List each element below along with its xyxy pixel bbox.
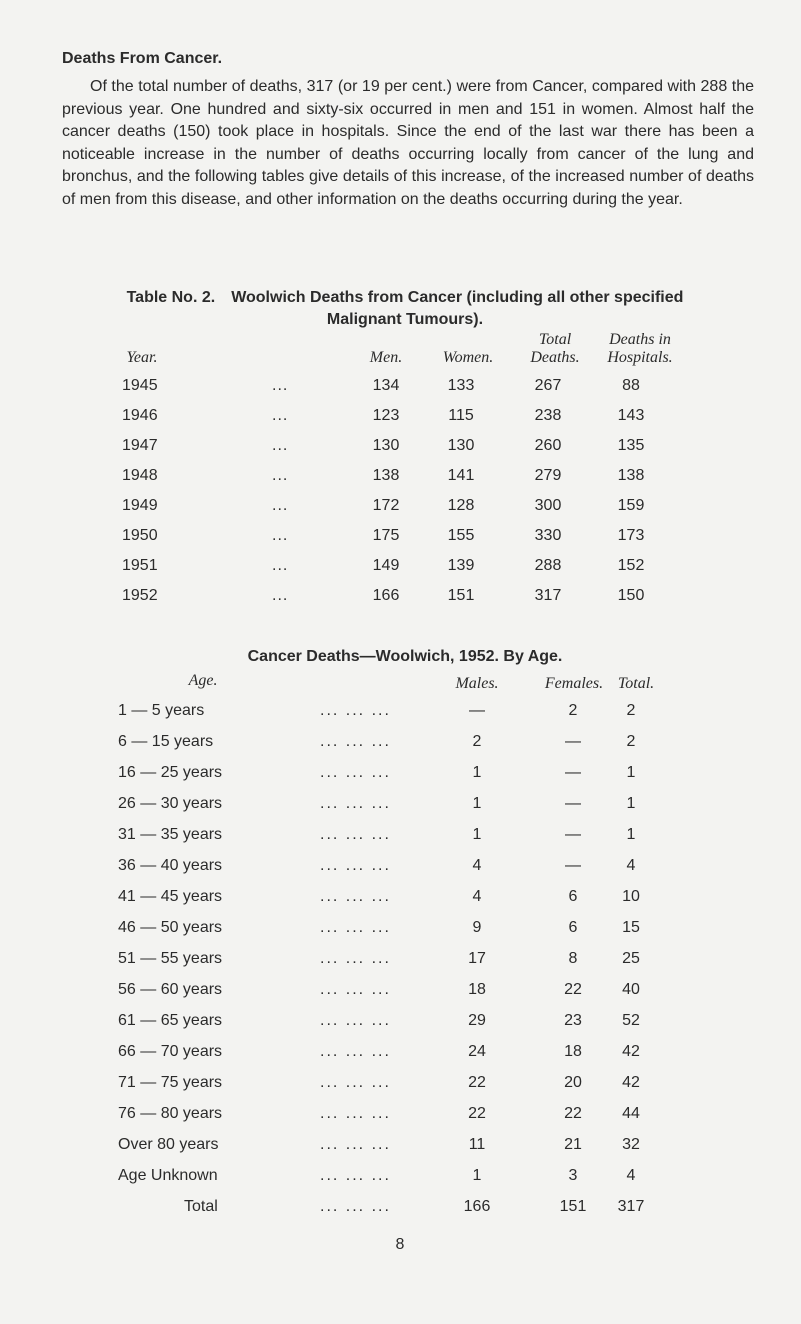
table3-age: 66 — 70 years — [118, 1043, 223, 1060]
table3-females: 2 — [568, 702, 578, 719]
table3-age: 41 — 45 years — [118, 888, 223, 905]
table3-row — [0, 1136, 801, 1162]
table2-total: 267 — [534, 377, 562, 394]
page-number: 8 — [395, 1236, 405, 1253]
table2-total: 238 — [534, 407, 562, 424]
table3-header-females: Females. — [544, 675, 604, 692]
leader-dots: ... — [272, 587, 289, 604]
table2-year: 1949 — [122, 497, 158, 514]
table3-age: 51 — 55 years — [118, 950, 223, 967]
table2-row — [0, 407, 801, 431]
leader-dots: ... ... ... — [320, 857, 391, 874]
table3-total: 2 — [626, 733, 636, 750]
table2-header-total — [515, 331, 595, 367]
leader-dots: ... ... ... — [320, 1167, 391, 1184]
table2-women: 128 — [447, 497, 475, 514]
table2-title-line1: Woolwich Deaths from Cancer (including all other specified — [231, 289, 684, 306]
table3-title: Cancer Deaths—Woolwich, 1952. By Age. — [247, 648, 563, 665]
table3-females: 6 — [568, 919, 578, 936]
table2-hospitals: 143 — [617, 407, 645, 424]
table3-total: 15 — [622, 919, 640, 936]
table3-total: 2 — [626, 702, 636, 719]
leader-dots: ... ... ... — [320, 1136, 391, 1153]
table3-header-total: Total. — [617, 675, 655, 692]
table3-row — [0, 1043, 801, 1069]
table3-total: 42 — [622, 1074, 640, 1091]
table2-year: 1946 — [122, 407, 158, 424]
table3-header-males: Males. — [455, 675, 499, 692]
table2-header-total-line1: Total — [538, 331, 572, 348]
table3-females: 22 — [564, 1105, 582, 1122]
table2-header-hospitals-line2: Hospitals. — [607, 349, 673, 366]
table2-year: 1945 — [122, 377, 158, 394]
table2-hospitals: 135 — [617, 437, 645, 454]
table3-age: 76 — 80 years — [118, 1105, 223, 1122]
table3-females: 3 — [568, 1167, 578, 1184]
table3-total: 32 — [622, 1136, 640, 1153]
table3-females: 22 — [564, 981, 582, 998]
table2-men: 172 — [372, 497, 400, 514]
table3-males: 166 — [463, 1198, 491, 1215]
table3-total: 42 — [622, 1043, 640, 1060]
table3-age: 61 — 65 years — [118, 1012, 223, 1029]
table3-males: 11 — [468, 1136, 486, 1153]
table3-row — [0, 795, 801, 821]
table2-women: 133 — [447, 377, 475, 394]
table3-females: 18 — [564, 1043, 582, 1060]
table3-males: 22 — [468, 1074, 486, 1091]
table3-males: 18 — [468, 981, 486, 998]
table3-total: 44 — [622, 1105, 640, 1122]
table3-total: 52 — [622, 1012, 640, 1029]
table3-males: 1 — [472, 826, 482, 843]
table2-total: 300 — [534, 497, 562, 514]
table3-females: 8 — [568, 950, 578, 967]
leader-dots: ... ... ... — [320, 1105, 391, 1122]
leader-dots: ... ... ... — [320, 981, 391, 998]
table2-men: 149 — [372, 557, 400, 574]
table2-label: Table No. 2. — [126, 289, 216, 306]
table2-header-year: Year. — [126, 349, 158, 366]
leader-dots: ... ... ... — [320, 919, 391, 936]
leader-dots: ... ... ... — [320, 826, 391, 843]
section-heading: Deaths From Cancer. — [62, 50, 223, 67]
table2-year: 1951 — [122, 557, 158, 574]
table2-hospitals: 152 — [617, 557, 645, 574]
table2-total: 260 — [534, 437, 562, 454]
leader-dots: ... — [272, 467, 289, 484]
table3-age: Over 80 years — [118, 1136, 219, 1153]
table2-hospitals: 138 — [617, 467, 645, 484]
table3-total: 25 — [622, 950, 640, 967]
table2-hospitals: 159 — [617, 497, 645, 514]
table3-males: 1 — [472, 1167, 482, 1184]
leader-dots: ... — [272, 437, 289, 454]
table3-total: 40 — [622, 981, 640, 998]
table3-row — [0, 919, 801, 945]
leader-dots: ... ... ... — [320, 764, 391, 781]
leader-dots: ... — [272, 407, 289, 424]
leader-dots: ... ... ... — [320, 950, 391, 967]
table2-total: 288 — [534, 557, 562, 574]
table3-row — [0, 702, 801, 728]
table3-age: 26 — 30 years — [118, 795, 223, 812]
table2-women: 151 — [447, 587, 475, 604]
leader-dots: ... ... ... — [320, 888, 391, 905]
table2-row — [0, 467, 801, 491]
leader-dots: ... — [272, 497, 289, 514]
table3-total: 1 — [626, 795, 636, 812]
table3-total: 317 — [617, 1198, 645, 1215]
table3-age: 46 — 50 years — [118, 919, 223, 936]
table2-men: 134 — [372, 377, 400, 394]
table2-men: 166 — [372, 587, 400, 604]
table3-females: 6 — [568, 888, 578, 905]
table2-row — [0, 497, 801, 521]
table3-males: 4 — [472, 888, 482, 905]
table3-row — [0, 733, 801, 759]
table2-header-men: Men. — [369, 349, 403, 366]
table3-age: 6 — 15 years — [118, 733, 214, 750]
table3-total: 1 — [626, 826, 636, 843]
table3-age: 56 — 60 years — [118, 981, 223, 998]
leader-dots: ... ... ... — [320, 733, 391, 750]
table2-year: 1947 — [122, 437, 158, 454]
table2-header-hospitals-line1: Deaths in — [609, 331, 671, 348]
table3-males: — — [469, 702, 485, 719]
table3-row — [0, 1012, 801, 1038]
table2-row — [0, 377, 801, 401]
table3-row — [0, 764, 801, 790]
leader-dots: ... ... ... — [320, 1043, 391, 1060]
table2-year: 1948 — [122, 467, 158, 484]
table3-row — [0, 950, 801, 976]
table2-women: 139 — [447, 557, 475, 574]
table3-row — [0, 1074, 801, 1100]
table3-males: 4 — [472, 857, 482, 874]
table3-total: 10 — [622, 888, 640, 905]
table2-total: 330 — [534, 527, 562, 544]
table3-age: 1 — 5 years — [118, 702, 205, 719]
table3-header-age: Age. — [188, 672, 218, 689]
table2-title-line2: Malignant Tumours). — [326, 311, 484, 328]
table3-females: — — [565, 857, 581, 874]
table2-women: 130 — [447, 437, 475, 454]
table3-females: 21 — [564, 1136, 582, 1153]
table3-females: — — [565, 795, 581, 812]
table3-females: 151 — [559, 1198, 587, 1215]
table3-total: 4 — [626, 1167, 636, 1184]
table2-men: 123 — [372, 407, 400, 424]
table3-row — [0, 826, 801, 852]
table3-total-row — [0, 1198, 801, 1224]
leader-dots: ... ... ... — [320, 1198, 391, 1215]
leader-dots: ... — [272, 557, 289, 574]
table3-age: Age Unknown — [118, 1167, 218, 1184]
table3-row — [0, 1105, 801, 1131]
table3-females: — — [565, 764, 581, 781]
table3-age: 31 — 35 years — [118, 826, 223, 843]
table3-males: 24 — [468, 1043, 486, 1060]
table2-header-hospitals — [590, 331, 690, 367]
intro-paragraph: Of the total number of deaths, 317 (or 19 per cent.) were from Cancer, compared with 288 the previous year. One hundred and sixty-six occurred in men and 151 in women. Almost half the cancer deaths (150) took place in hospitals. Since the end of the last war there has been a noticeable increase in the number of deaths occurring locally from cancer of the lung and bronchus, and the following tables give details of this increase, of the increased number of deaths of men from this disease, and other information on the deaths occurring during the year. — [62, 78, 754, 208]
table2-hospitals: 88 — [622, 377, 640, 394]
table3-age: Total — [184, 1198, 218, 1215]
table3-row — [0, 857, 801, 883]
table3-males: 22 — [468, 1105, 486, 1122]
table3-age: 71 — 75 years — [118, 1074, 223, 1091]
table3-row — [0, 981, 801, 1007]
table3-females: — — [565, 733, 581, 750]
table3-males: 17 — [468, 950, 486, 967]
leader-dots: ... ... ... — [320, 1012, 391, 1029]
table2-year: 1950 — [122, 527, 158, 544]
table3-total: 1 — [626, 764, 636, 781]
leader-dots: ... — [272, 377, 289, 394]
table2-men: 138 — [372, 467, 400, 484]
table2-men: 175 — [372, 527, 400, 544]
table3-row — [0, 1167, 801, 1193]
table2-row — [0, 437, 801, 461]
table2-row — [0, 557, 801, 581]
table3-age: 16 — 25 years — [118, 764, 223, 781]
table3-females: 20 — [564, 1074, 582, 1091]
table2-women: 141 — [447, 467, 475, 484]
table3-age: 36 — 40 years — [118, 857, 223, 874]
leader-dots: ... ... ... — [320, 795, 391, 812]
table3-males: 9 — [472, 919, 482, 936]
leader-dots: ... ... ... — [320, 702, 391, 719]
table3-row — [0, 888, 801, 914]
table3-total: 4 — [626, 857, 636, 874]
table2-header-women: Women. — [442, 349, 494, 366]
table2-total: 279 — [534, 467, 562, 484]
table2-total: 317 — [534, 587, 562, 604]
table3-males: 2 — [472, 733, 482, 750]
table2-men: 130 — [372, 437, 400, 454]
leader-dots: ... ... ... — [320, 1074, 391, 1091]
table2-hospitals: 150 — [617, 587, 645, 604]
table2-row — [0, 527, 801, 551]
table3-males: 1 — [472, 764, 482, 781]
table3-females: — — [565, 826, 581, 843]
table3-females: 23 — [564, 1012, 582, 1029]
leader-dots: ... — [272, 527, 289, 544]
table2-women: 115 — [448, 407, 474, 424]
table2-title — [60, 287, 750, 331]
table2-row — [0, 587, 801, 611]
table2-header-total-line2: Deaths. — [530, 349, 580, 366]
table2-women: 155 — [447, 527, 475, 544]
table3-males: 1 — [472, 795, 482, 812]
table3-males: 29 — [468, 1012, 486, 1029]
table2-hospitals: 173 — [617, 527, 645, 544]
table2-year: 1952 — [122, 587, 158, 604]
